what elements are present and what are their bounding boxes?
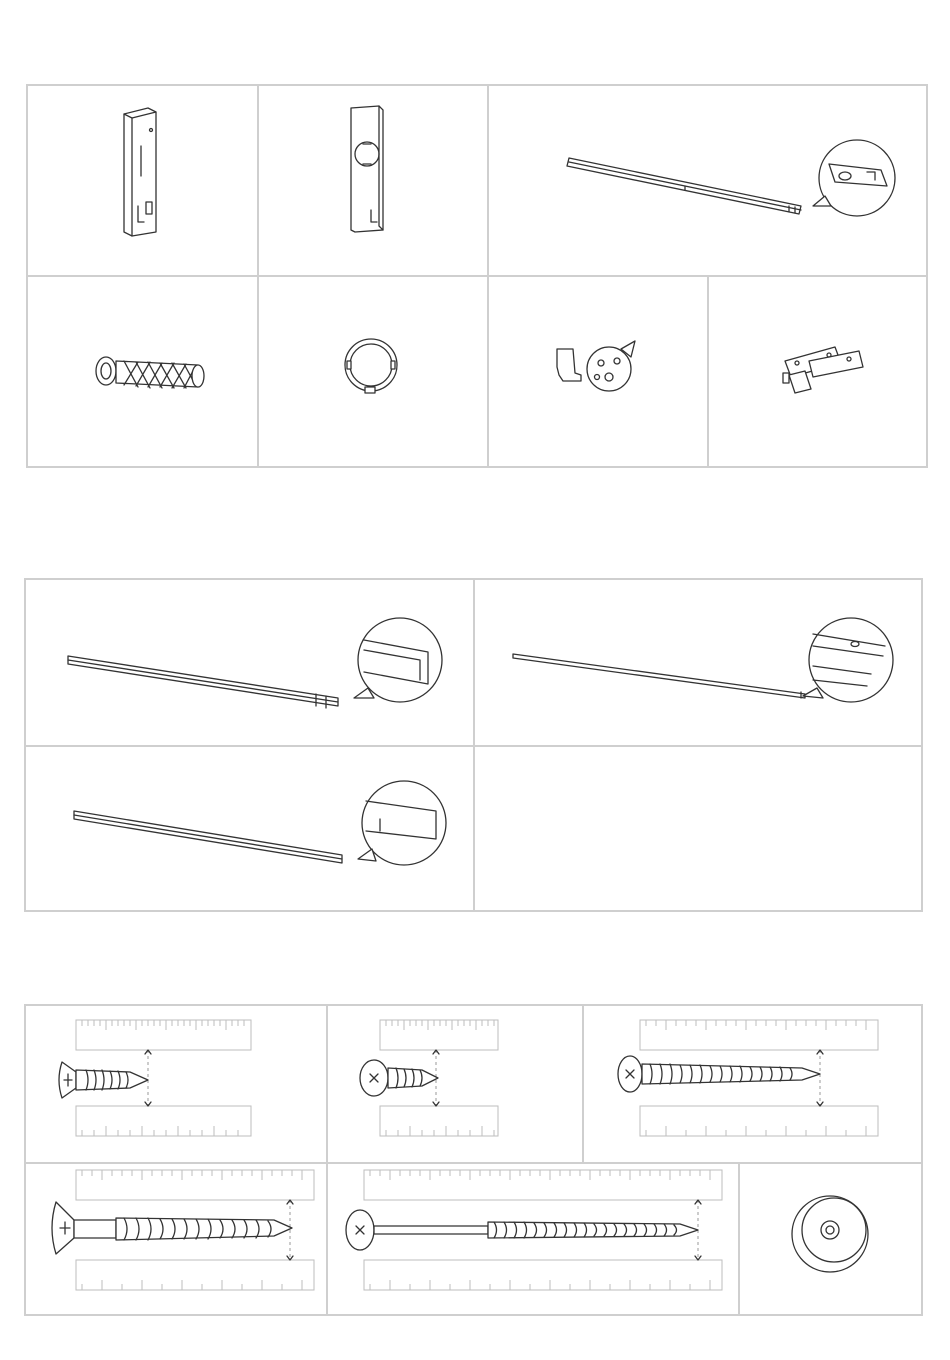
rail-long-b-illustration — [475, 580, 921, 745]
round-spacer-illustration — [740, 1164, 921, 1314]
rail-long-a-illustration — [26, 580, 473, 745]
handle-grip-illustration — [28, 277, 257, 466]
strike-plate-bracket-illustration — [28, 86, 257, 275]
lock-plate-illustration — [259, 86, 487, 275]
countersunk-screw-long-illustration — [26, 1164, 326, 1314]
rail-long-c-illustration — [26, 747, 473, 910]
lock-cam-illustration — [489, 277, 707, 466]
rail-parts-grid — [24, 578, 923, 912]
pan-head-screw-short-illustration — [328, 1006, 582, 1162]
pan-head-screw-long-illustration — [584, 1006, 921, 1162]
bar-with-detail-illustration — [489, 86, 926, 275]
countersunk-screw-short-illustration — [26, 1006, 326, 1162]
ring-escutcheon-illustration — [259, 277, 487, 466]
empty-cell — [475, 747, 921, 910]
screw-parts-grid — [24, 1004, 923, 1316]
hardware-parts-grid — [26, 84, 928, 468]
pan-head-screw-extra-long-illustration — [328, 1164, 738, 1314]
hinge-illustration — [709, 277, 926, 466]
